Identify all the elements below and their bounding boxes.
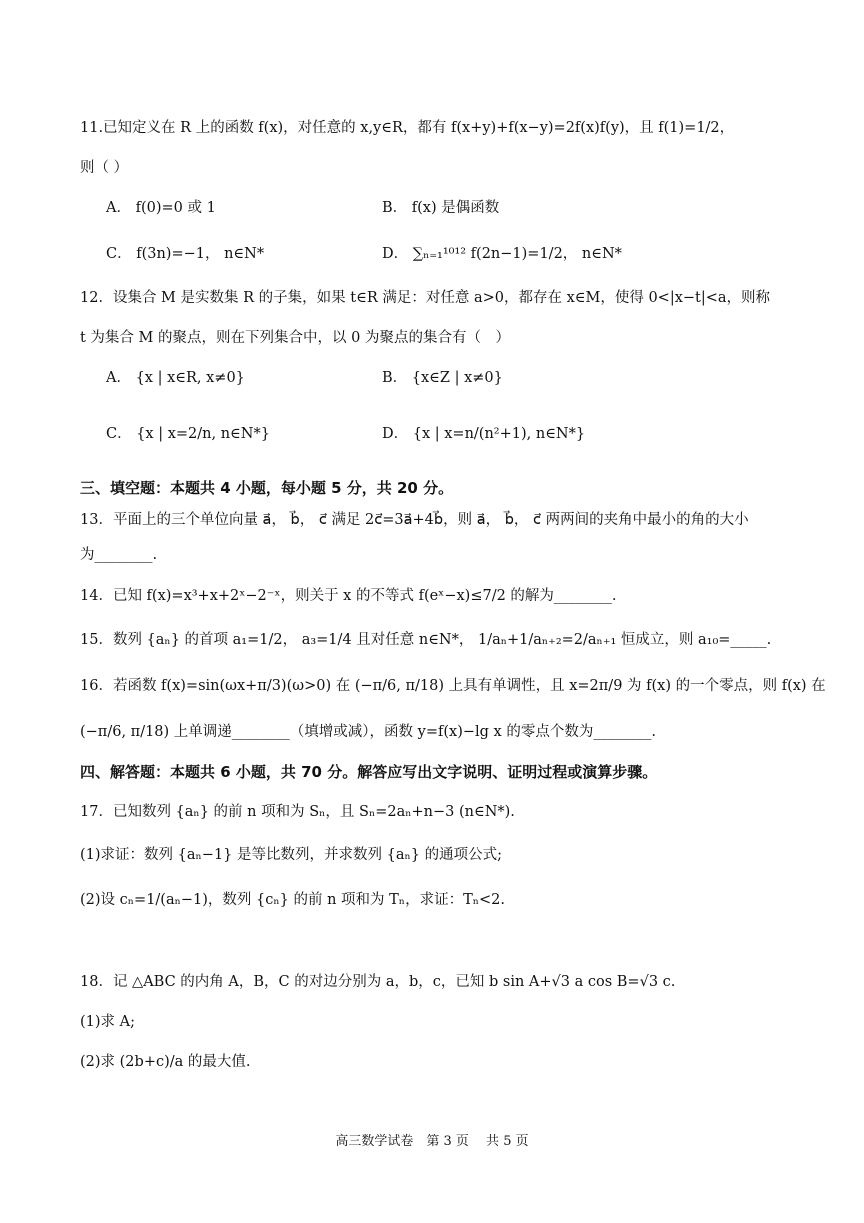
q12-stem-cont: t 为集合 M 的聚点，则在下列集合中，以 0 为聚点的集合有（ ）	[80, 330, 510, 346]
q18-line1: 18．记 △ABC 的内角 A，B，C 的对边分别为 a，b，c，已知 b sin A+√3 a cos B=√3 c.	[80, 974, 676, 990]
q14: 14．已知 f(x)=x³+x+2ˣ−2⁻ˣ，则关于 x 的不等式 f(eˣ−x)≤7/2 的解为________.	[80, 588, 617, 604]
q17-line1: 17．已知数列 {aₙ} 的前 n 项和为 Sₙ，且 Sₙ=2aₙ+n−3 (n∈N*).	[80, 804, 515, 820]
q12-option-d: D． {x | x=n/(n²+1), n∈N*}	[382, 426, 586, 442]
q16-line2: (−π/6, π/18) 上单调递________（填增或减），函数 y=f(x)−lg x 的零点个数为________.	[80, 724, 656, 740]
q11-option-b: B． f(x) 是偶函数	[382, 200, 500, 216]
q13-line2: 为________.	[80, 547, 158, 563]
q18-part1: (1)求 A;	[80, 1014, 136, 1030]
q12-stem: 12．设集合 M 是实数集 R 的子集，如果 t∈R 满足：对任意 a>0，都存在 x∈M，使得 0<|x−t|<a，则称	[80, 290, 771, 306]
q12-option-b: B． {x∈Z | x≠0}	[382, 370, 503, 386]
q17-part1: (1)求证：数列 {aₙ−1} 是等比数列，并求数列 {aₙ} 的通项公式;	[80, 847, 502, 863]
q12-option-a: A． {x | x∈R, x≠0}	[106, 370, 245, 386]
q15: 15．数列 {aₙ} 的首项 a₁=1/2， a₃=1/4 且对任意 n∈N*， 1/aₙ+1/aₙ₊₂=2/aₙ₊₁ 恒成立，则 a₁₀=_____.	[80, 632, 772, 648]
q13-line1: 13．平面上的三个单位向量 a⃗， b⃗， c⃗ 满足 2c⃗=3a⃗+4b⃗，则 a⃗， b⃗， c⃗ 两两间的夹角中最小的角的大小	[80, 512, 749, 528]
q11-option-a: A． f(0)=0 或 1	[106, 200, 216, 216]
q11-option-d: D． ∑ₙ₌₁¹⁰¹² f(2n−1)=1/2， n∈N*	[382, 246, 622, 262]
q16-line1: 16．若函数 f(x)=sin(ωx+π/3)(ω>0) 在 (−π/6, π/18) 上具有单调性，且 x=2π/9 为 f(x) 的一个零点，则 f(x) 在	[80, 678, 826, 694]
q11-option-c: C． f(3n)=−1， n∈N*	[106, 246, 265, 262]
q11-stem: 11.已知定义在 R 上的函数 f(x)，对任意的 x,y∈R，都有 f(x+y)+f(x−y)=2f(x)f(y)，且 f(1)=1/2，	[80, 120, 735, 136]
q17-part2: (2)设 cₙ=1/(aₙ−1)，数列 {cₙ} 的前 n 项和为 Tₙ，求证：Tₙ<2.	[80, 892, 506, 908]
q11-stem-cont: 则（ ）	[80, 160, 129, 176]
page-footer: 高三数学试卷 第 3 页 共 5 页	[335, 1134, 529, 1149]
q12-option-c: C． {x | x=2/n, n∈N*}	[106, 426, 270, 442]
q18-part2: (2)求 (2b+c)/a 的最大值.	[80, 1054, 251, 1070]
section-4-heading: 四、解答题：本题共 6 小题，共 70 分。解答应写出文字说明、证明过程或演算步骤。	[80, 763, 658, 781]
section-3-heading: 三、填空题：本题共 4 小题，每小题 5 分，共 20 分。	[80, 479, 454, 497]
